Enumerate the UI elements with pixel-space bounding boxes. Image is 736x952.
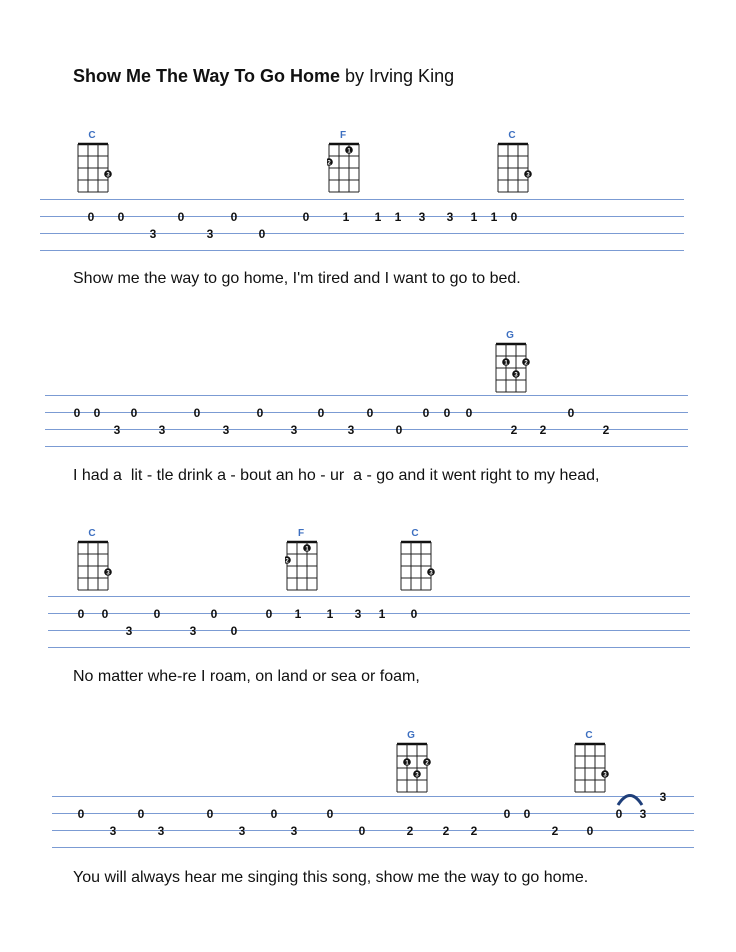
finger-number: 2 xyxy=(425,760,429,767)
chord-name: C xyxy=(88,528,96,539)
lyric-line: You will always hear me singing this song, show me the way to go home. xyxy=(73,869,589,886)
tab-note: 0 xyxy=(73,406,81,420)
tab-note: 0 xyxy=(77,807,85,821)
finger-number: 2 xyxy=(285,558,289,565)
tab-note: 3 xyxy=(238,824,246,838)
tab-string-line xyxy=(45,446,688,447)
tab-note: 0 xyxy=(177,210,185,224)
finger-number: 3 xyxy=(415,772,419,779)
tab-note: 0 xyxy=(193,406,201,420)
tab-note: 1 xyxy=(470,210,478,224)
tab-note: 0 xyxy=(302,210,310,224)
tab-note: 0 xyxy=(465,406,473,420)
tab-note: 0 xyxy=(265,607,273,621)
tab-string-line xyxy=(40,250,684,251)
tab-note: 0 xyxy=(503,807,511,821)
tab-note: 0 xyxy=(137,807,145,821)
chord-name: C xyxy=(411,528,419,539)
tab-note: 2 xyxy=(539,423,547,437)
chord-diagram xyxy=(399,539,437,591)
slur-arc-icon xyxy=(614,788,654,808)
tab-string-line xyxy=(48,647,690,648)
finger-number: 3 xyxy=(106,172,110,179)
lyric-line: No matter whe-re I roam, on land or sea or foam, xyxy=(73,668,420,685)
tab-note: 2 xyxy=(470,824,478,838)
tab-note: 0 xyxy=(567,406,575,420)
tab-note: 0 xyxy=(586,824,594,838)
tab-string-line xyxy=(40,233,684,234)
tab-note: 0 xyxy=(87,210,95,224)
finger-number: 1 xyxy=(305,546,309,553)
lyric-line: Show me the way to go home, I'm tired and I want to go to bed. xyxy=(73,270,521,287)
chord-diagram xyxy=(395,741,433,793)
slur-arc xyxy=(618,796,642,806)
chord-name: F xyxy=(297,528,305,539)
lyric-line: I had a lit - tle drink a - bout an ho - ur a - go and it went right to my head, xyxy=(73,467,600,484)
tab-note: 3 xyxy=(158,423,166,437)
tab-note: 0 xyxy=(101,607,109,621)
finger-number: 3 xyxy=(514,372,518,379)
chord-name: C xyxy=(585,730,593,741)
tab-note: 0 xyxy=(93,406,101,420)
tab-note: 0 xyxy=(422,406,430,420)
tab-note: 0 xyxy=(326,807,334,821)
tab-note: 3 xyxy=(290,824,298,838)
tab-note: 0 xyxy=(615,807,623,821)
tab-note: 1 xyxy=(374,210,382,224)
tab-string-line xyxy=(40,216,684,217)
chord-diagram xyxy=(573,741,611,793)
finger-number: 1 xyxy=(405,760,409,767)
chord-diagram xyxy=(494,341,532,393)
chord-name: C xyxy=(508,130,516,141)
finger-number: 2 xyxy=(327,160,331,167)
tab-note: 2 xyxy=(602,423,610,437)
finger-number: 3 xyxy=(106,570,110,577)
tab-string-line xyxy=(45,429,688,430)
tab-string-line xyxy=(52,813,694,814)
tab-note: 3 xyxy=(157,824,165,838)
tab-note: 1 xyxy=(378,607,386,621)
tab-note: 1 xyxy=(490,210,498,224)
finger-number: 1 xyxy=(504,360,508,367)
tab-string-line xyxy=(45,395,688,396)
finger-number: 3 xyxy=(429,570,433,577)
tab-note: 3 xyxy=(109,824,117,838)
tab-note: 0 xyxy=(258,227,266,241)
tab-note: 3 xyxy=(639,807,647,821)
tab-note: 3 xyxy=(113,423,121,437)
finger-number: 3 xyxy=(526,172,530,179)
chord-name: C xyxy=(88,130,96,141)
chord-diagram xyxy=(76,141,114,193)
tab-note: 0 xyxy=(230,210,238,224)
tab-note: 0 xyxy=(395,423,403,437)
tab-string-line xyxy=(48,613,690,614)
tab-note: 2 xyxy=(442,824,450,838)
tab-note: 0 xyxy=(153,607,161,621)
tab-note: 0 xyxy=(366,406,374,420)
tab-note: 0 xyxy=(410,607,418,621)
tab-note: 0 xyxy=(270,807,278,821)
tab-note: 0 xyxy=(230,624,238,638)
chord-diagram xyxy=(285,539,323,591)
tab-note: 2 xyxy=(551,824,559,838)
tab-string-line xyxy=(48,596,690,597)
tab-note: 1 xyxy=(342,210,350,224)
tab-note: 3 xyxy=(149,227,157,241)
tab-note: 0 xyxy=(77,607,85,621)
chord-diagram xyxy=(76,539,114,591)
tab-note: 0 xyxy=(523,807,531,821)
song-title-line xyxy=(73,66,454,87)
tab-note: 0 xyxy=(117,210,125,224)
tab-note: 3 xyxy=(290,423,298,437)
finger-number: 1 xyxy=(347,148,351,155)
song-title: Show Me The Way To Go Home xyxy=(73,66,341,86)
tab-note: 0 xyxy=(210,607,218,621)
tab-note: 3 xyxy=(222,423,230,437)
tab-note: 3 xyxy=(659,790,667,804)
chord-name: G xyxy=(407,730,415,741)
chord-name: F xyxy=(339,130,347,141)
finger-number: 2 xyxy=(524,360,528,367)
chord-name: G xyxy=(506,330,514,341)
chord-diagram xyxy=(327,141,365,193)
tab-note: 0 xyxy=(206,807,214,821)
tab-note: 3 xyxy=(418,210,426,224)
tab-note: 0 xyxy=(130,406,138,420)
tab-note: 3 xyxy=(206,227,214,241)
tab-note: 3 xyxy=(446,210,454,224)
tab-note: 1 xyxy=(326,607,334,621)
tab-note: 1 xyxy=(394,210,402,224)
tab-string-line xyxy=(52,796,694,797)
finger-number: 3 xyxy=(603,772,607,779)
tab-note: 2 xyxy=(406,824,414,838)
tab-note: 0 xyxy=(317,406,325,420)
song-author: by Irving King xyxy=(345,66,455,86)
tab-string-line xyxy=(52,830,694,831)
tab-string-line xyxy=(52,847,694,848)
tab-note: 3 xyxy=(347,423,355,437)
tab-note: 3 xyxy=(354,607,362,621)
tab-note: 0 xyxy=(443,406,451,420)
tab-note: 0 xyxy=(510,210,518,224)
tab-string-line xyxy=(40,199,684,200)
tab-string-line xyxy=(48,630,690,631)
chord-diagram xyxy=(496,141,534,193)
tab-note: 3 xyxy=(189,624,197,638)
tab-note: 2 xyxy=(510,423,518,437)
tab-note: 3 xyxy=(125,624,133,638)
tab-note: 1 xyxy=(294,607,302,621)
tab-note: 0 xyxy=(256,406,264,420)
tab-note: 0 xyxy=(358,824,366,838)
